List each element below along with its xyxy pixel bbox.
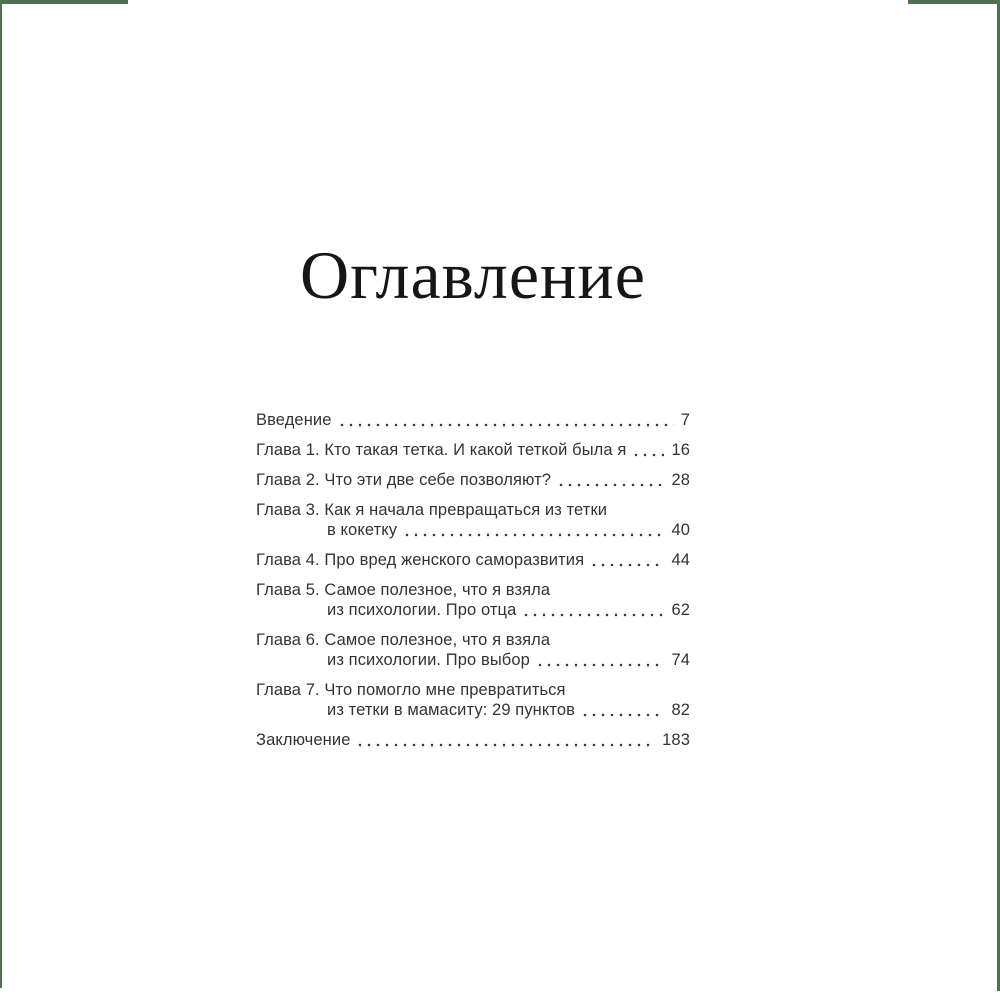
toc-entry-label: Глава 5. Самое полезное, что я взяла <box>256 581 551 600</box>
toc-entry-introduction <box>256 410 690 430</box>
toc-entry-label: Глава 4. Про вред женского саморазвития <box>256 551 585 570</box>
toc-entry-label-continuation: из психологии. Про отца <box>327 601 517 620</box>
toc-entry-label: Глава 3. Как я начала превращаться из тетки <box>256 501 608 520</box>
page-number: 7 <box>680 411 690 430</box>
page-number: 40 <box>671 521 690 540</box>
toc-entry-chapter-6 <box>256 630 690 670</box>
page-number: 62 <box>671 601 690 620</box>
dot-leader <box>524 613 664 617</box>
toc-entry-label: Глава 7. Что помогло мне превратиться <box>256 681 566 700</box>
page-border-top-left-segment <box>0 0 128 4</box>
dot-leader <box>592 563 664 567</box>
toc-entry-chapter-1 <box>256 440 690 460</box>
toc-entry-chapter-2 <box>256 470 690 490</box>
table-of-contents <box>256 237 690 760</box>
toc-entry-label-continuation: в кокетку <box>327 521 398 540</box>
toc-entry-chapter-3 <box>256 500 690 540</box>
page-number: 74 <box>671 651 690 670</box>
toc-entry-label: Глава 2. Что эти две себе позволяют? <box>256 471 552 490</box>
page-border-top-right-segment <box>908 0 1000 4</box>
page-number: 16 <box>671 441 690 460</box>
dot-leader <box>634 453 664 457</box>
toc-entry-label-continuation: из тетки в мамаситу: 29 пунктов <box>327 701 576 720</box>
toc-entry-label: Введение <box>256 411 332 430</box>
page-number: 28 <box>671 471 690 490</box>
toc-entry-label: Заключение <box>256 731 351 750</box>
toc-entry-chapter-4 <box>256 550 690 570</box>
toc-list <box>256 410 690 750</box>
page-number: 44 <box>671 551 690 570</box>
toc-entry-chapter-7 <box>256 680 690 720</box>
dot-leader <box>559 483 664 487</box>
page-number: 82 <box>671 701 690 720</box>
toc-entry-conclusion <box>256 730 690 750</box>
dot-leader <box>583 713 664 717</box>
dot-leader <box>538 663 665 667</box>
dot-leader <box>340 423 674 427</box>
toc-entry-chapter-5 <box>256 580 690 620</box>
toc-entry-label: Глава 1. Кто такая тетка. И какой теткой была я <box>256 441 627 460</box>
dot-leader <box>358 743 655 747</box>
toc-entry-label-continuation: из психологии. Про выбор <box>327 651 530 670</box>
page-title: Оглавление <box>300 237 646 313</box>
page-border-left-line <box>0 0 2 988</box>
dot-leader <box>405 533 664 537</box>
page-number: 183 <box>662 731 690 750</box>
toc-entry-label: Глава 6. Самое полезное, что я взяла <box>256 631 551 650</box>
